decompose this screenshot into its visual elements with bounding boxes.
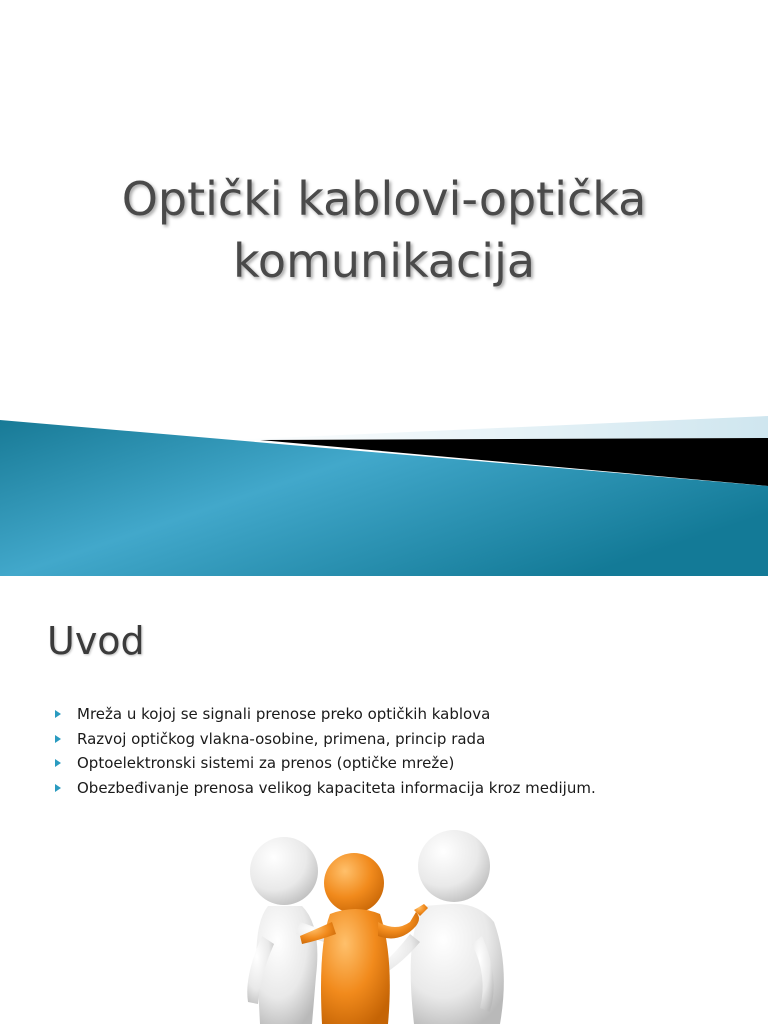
bullet-list [50, 702, 750, 800]
people-figures-illustration [238, 826, 528, 1024]
bullet-item [50, 751, 750, 776]
bullet-arrow-icon [55, 735, 61, 743]
bullet-arrow-icon [55, 784, 61, 792]
bullet-item [50, 727, 750, 752]
bullet-text: Razvoj optičkog vlakna-osobine, primena, princip rada [77, 729, 486, 748]
bullet-text: Optoelektronski sistemi za prenos (optičke mreže) [77, 754, 455, 772]
bullet-item [50, 702, 750, 727]
banner-light-stripe [230, 416, 768, 440]
slide-heading: Uvod [47, 619, 145, 663]
intro-slide [0, 576, 768, 1024]
bullet-text: Mreža u kojoj se signali prenose preko optičkih kablova [77, 705, 491, 723]
bullet-arrow-icon [55, 710, 61, 718]
bullet-text: Obezbeđivanje prenosa velikog kapaciteta informacija kroz medijum. [77, 778, 596, 797]
title-line-1: Optički kablovi-optička [121, 172, 647, 226]
bullet-item [50, 776, 750, 801]
title-line-2: komunikacija [232, 234, 536, 288]
bullet-arrow-icon [55, 759, 61, 767]
